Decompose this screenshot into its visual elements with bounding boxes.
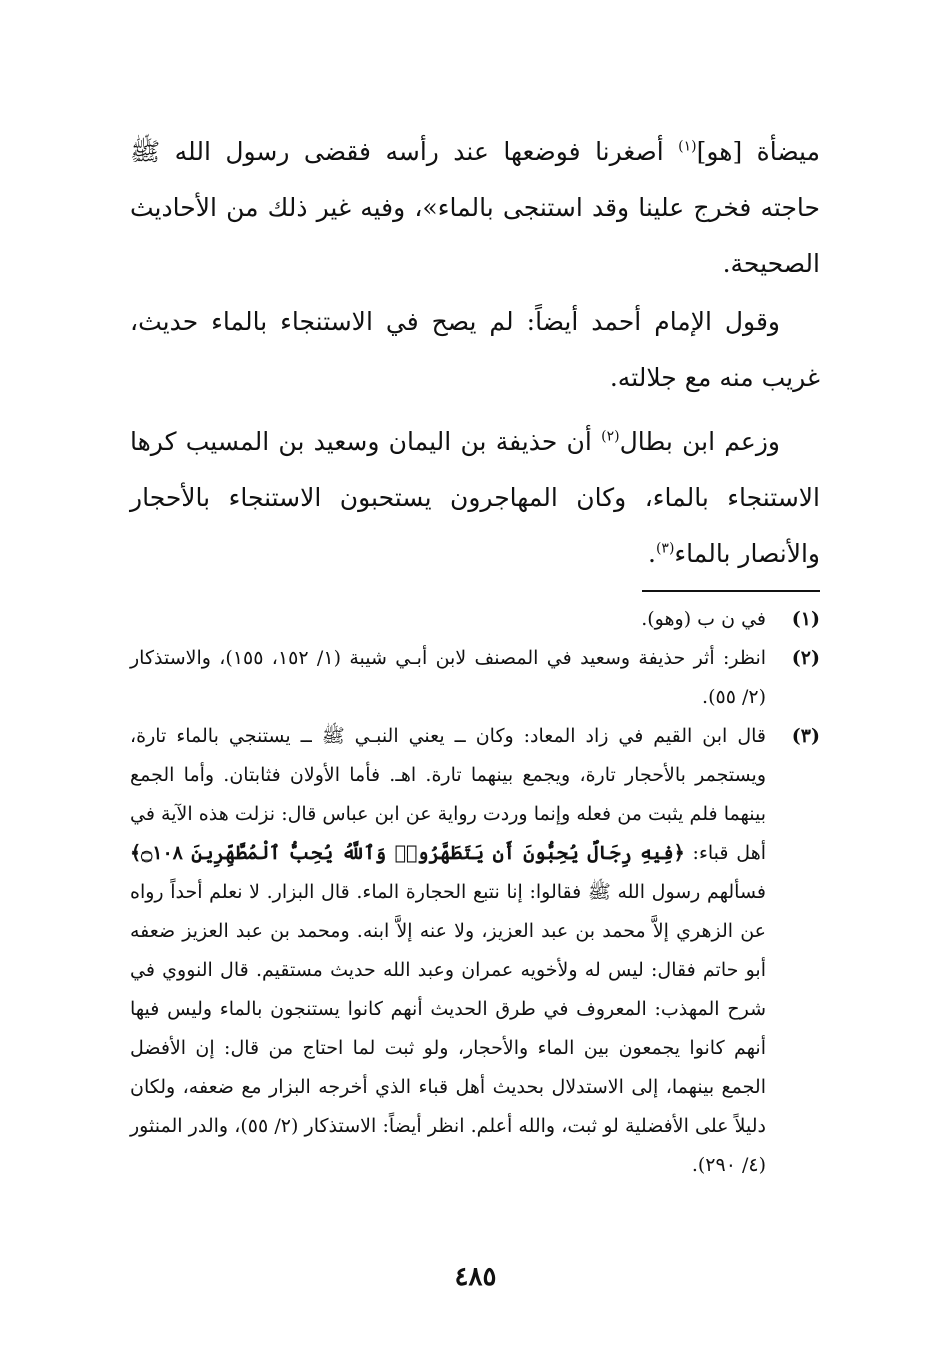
footnote-2 [130, 639, 820, 717]
footnote-1 [130, 600, 820, 639]
footnote-text-start: قال ابن القيم في زاد المعاد: وكان ــ يعني النبـي ﷺ ــ يستنجي بالماء تارة، ويستجمر بالأحجار تارة، ويجمع بينهما تارة. اهـ. فأما الأولان فثابتان. وأما الجمع بينهما فلم يثبت من فعله وإنما وردت رواية عن ابن عباس قال: نزلت هذه الآية في أهل قباء: [130, 725, 766, 864]
paragraph-3-text-end: . [648, 539, 656, 568]
footnote-divider [642, 590, 820, 592]
paragraph-3-text-middle: أن حذيفة بن اليمان وسعيد بن المسيب كرها الاستنجاء بالماء، وكان المهاجرون يستحبون الاستنجاء بالأحجار والأنصار بالماء [130, 427, 820, 568]
footnote-text: في ن ب (وهو). [641, 608, 766, 630]
paragraph-1-text-start: ميضأة [هو] [696, 137, 820, 166]
body-paragraph-1 [130, 124, 820, 292]
footnote-ref-3[interactable]: (٣) [655, 540, 675, 557]
footnote-number: (٣) [791, 725, 820, 747]
footnote-3 [130, 717, 820, 1185]
paragraph-3-text-start: وزعم ابن بطال [619, 427, 780, 456]
body-paragraph-3 [130, 414, 820, 582]
paragraph-1-text-end: أصغرنا فوضعها عند رأسه فقضى رسول الله ﷺ حاجته فخرج علينا وقد استنجى بالماء»، وفيه غير ذلك من الأحاديث الصحيحة. [130, 137, 820, 278]
footnote-text-end: فسألهم رسول الله ﷺ فقالوا: إنا نتبع الحجارة الماء. قال البزار. لا نعلم أحداً رواه عن الزهري إلاَّ محمد بن عبد العزيز، ولا عنه إلاَّ ابنه. ومحمد بن عبد العزيز ضعفه أبو حاتم فقال: ليس له ولأخويه عمران وعبد الله حديث مستقيم. قال النووي في شرح المهذب: المعروف في طرق الحديث أنهم كانوا يستنجون بالماء وليس فيها أنهم كانوا يجمعون بين الماء والأحجار، ولو ثبت لما احتاج من قال: إن الأفضل الجمع بينهما، إلى الاستدلال بحديث أهل قباء الذي أخرجه البزار مع ضعفه، ولكان دليلاً على الأفضلية لو ثبت، والله أعلم. انظر أيضاً: الاستذكار (٢/ ٥٥)، والدر المنثور (٤/ ٢٩٠). [130, 881, 766, 1176]
footnote-number: (٢) [791, 647, 820, 669]
page-number: ٤٨٥ [454, 1262, 497, 1292]
footnote-number: (١) [791, 608, 820, 630]
quran-verse: ﴿فِيهِ رِجَالٌ يُحِبُّونَ أَن يَتَطَهَّرُوا۟ وَٱللَّهُ يُحِبُّ ٱلْمُطَّهِّرِينَ ۝١٠٨﴾ [130, 842, 685, 864]
footnotes-section [130, 600, 820, 1185]
paragraph-2-text: وقول الإمام أحمد أيضاً: لم يصح في الاستنجاء بالماء حديث، غريب منه مع جلالته. [130, 307, 820, 392]
footnote-ref-2[interactable]: (٢) [601, 428, 620, 445]
body-paragraph-2 [130, 294, 820, 406]
footnote-ref-1[interactable]: (١) [678, 138, 697, 155]
footnote-text: انظر: أثر حذيفة وسعيد في المصنف لابن أبـي شيبة (١/ ١٥٢، ١٥٥)، والاستذكار (٢/ ٥٥). [130, 647, 767, 708]
footnote-text [130, 717, 766, 1185]
